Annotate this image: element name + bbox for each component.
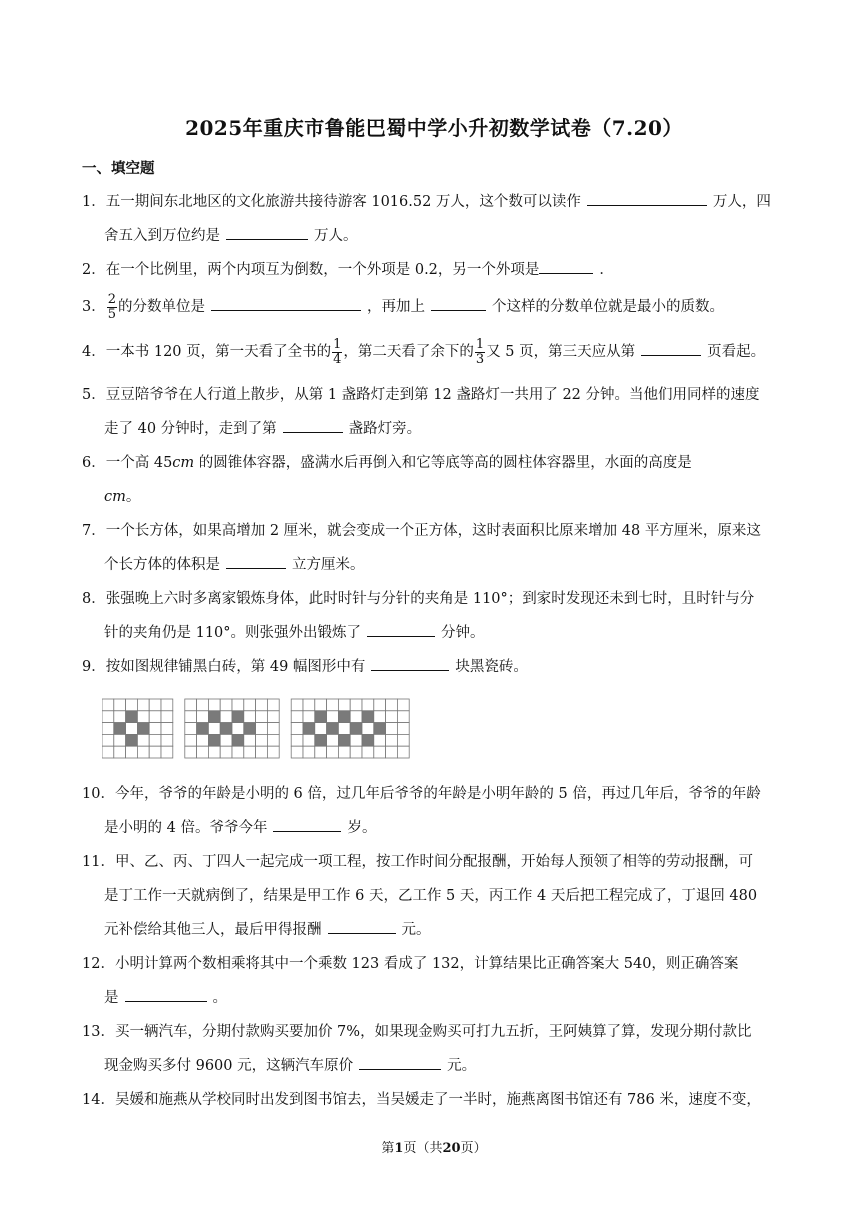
dark-tile (126, 711, 138, 723)
white-tile (327, 699, 339, 711)
white-tile (208, 723, 220, 735)
tile-figure-3 (291, 699, 409, 758)
white-tile (220, 746, 232, 758)
white-tile (315, 746, 327, 758)
white-tile (350, 711, 362, 723)
answer-blank[interactable] (371, 669, 449, 671)
answer-blank[interactable] (211, 309, 361, 311)
question-7: 7．一个长方体，如果高增加 2 厘米，就会变成一个正方体，这时表面积比原来增加 48 平方厘米，原来这 个长方体的体积是 立方厘米。 (82, 523, 761, 573)
question-1: 1．五一期间东北地区的文化旅游共接待游客 1016.52 万人，这个数可以读作 万人，四 舍五入到万位约是 万人。 (82, 194, 771, 244)
white-tile (374, 734, 386, 746)
white-tile (267, 734, 279, 746)
answer-blank[interactable] (226, 567, 286, 569)
white-tile (267, 699, 279, 711)
white-tile (137, 699, 149, 711)
white-tile (374, 699, 386, 711)
question-3: 3． $\frac{2}{5}$ 的分数单位是 ，再加上 个这样的分数单位就是最小的质数。 (82, 291, 725, 322)
question-8: 8．张强晚上六时多离家锻炼身体，此时时针与分针的夹角是 110°；到家时发现还未到七时，且时针与分 针的夹角仍是 110°。则张强外出锻炼了 分钟。 (82, 591, 755, 641)
white-tile (197, 699, 209, 711)
white-tile (338, 699, 350, 711)
dark-tile (232, 734, 244, 746)
white-tile (126, 699, 138, 711)
white-tile (114, 734, 126, 746)
white-tile (137, 734, 149, 746)
white-tile (386, 734, 398, 746)
dark-tile (232, 711, 244, 723)
white-tile (161, 746, 173, 758)
white-tile (362, 699, 374, 711)
white-tile (327, 711, 339, 723)
dark-tile (220, 723, 232, 735)
white-tile (244, 699, 256, 711)
white-tile (256, 746, 268, 758)
white-tile (114, 746, 126, 758)
tile-figure-2 (185, 699, 279, 758)
question-12: 12．小明计算两个数相乘将其中一个乘数 123 看成了 132，计算结果比正确答案大 540，则正确答案 是 。 (82, 956, 739, 1006)
dark-tile (303, 723, 315, 735)
answer-blank[interactable] (273, 830, 341, 832)
white-tile (185, 723, 197, 735)
white-tile (267, 746, 279, 758)
answer-blank[interactable] (367, 635, 435, 637)
white-tile (303, 746, 315, 758)
white-tile (362, 723, 374, 735)
white-tile (303, 734, 315, 746)
answer-blank[interactable] (641, 354, 701, 356)
fraction: $\frac{1}{3}$ (475, 336, 485, 367)
white-tile (386, 711, 398, 723)
white-tile (327, 746, 339, 758)
dark-tile (197, 723, 209, 735)
white-tile (291, 734, 303, 746)
white-tile (102, 723, 114, 735)
white-tile (220, 734, 232, 746)
dark-tile (126, 734, 138, 746)
white-tile (291, 711, 303, 723)
white-tile (386, 699, 398, 711)
answer-blank[interactable] (359, 1068, 441, 1070)
white-tile (208, 746, 220, 758)
tile-figure-1 (102, 699, 173, 758)
white-tile (362, 746, 374, 758)
white-tile (291, 746, 303, 758)
white-tile (303, 711, 315, 723)
white-tile (102, 734, 114, 746)
white-tile (397, 723, 409, 735)
white-tile (149, 699, 161, 711)
white-tile (137, 746, 149, 758)
white-tile (161, 711, 173, 723)
tile-pattern-svg (102, 695, 412, 761)
tile-pattern-figure (102, 695, 412, 761)
white-tile (232, 699, 244, 711)
question-4: 4．一本书 120 页，第一天看了全书的 $\frac{1}{4}$ ，第二天看了余下的 $\frac{1}{3}$ 又 5 页，第三天应从第 页看起。 (82, 336, 766, 367)
answer-blank[interactable] (539, 272, 593, 274)
white-tile (338, 723, 350, 735)
dark-tile (327, 723, 339, 735)
dark-tile (350, 723, 362, 735)
white-tile (232, 746, 244, 758)
white-tile (386, 746, 398, 758)
white-tile (303, 699, 315, 711)
answer-blank[interactable] (283, 431, 343, 433)
white-tile (185, 699, 197, 711)
white-tile (126, 746, 138, 758)
dark-tile (208, 734, 220, 746)
section-heading: 一、填空题 (82, 160, 155, 177)
answer-blank[interactable] (328, 932, 396, 934)
white-tile (267, 711, 279, 723)
answer-blank[interactable] (226, 238, 308, 240)
dark-tile (338, 734, 350, 746)
dark-tile (338, 711, 350, 723)
dark-tile (114, 723, 126, 735)
white-tile (386, 723, 398, 735)
question-2: 2．在一个比例里，两个内项互为倒数，一个外项是 0.2，另一个外项是 ． (82, 262, 614, 278)
answer-blank[interactable] (125, 1000, 207, 1002)
current-page: 1 (394, 1141, 404, 1156)
question-13: 13．买一辆汽车，分期付款购买要加价 7%，如果现金购买可打九五折，王阿姨算了算，发现分期付款比 现金购买多付 9600 元，这辆汽车原价 元。 (82, 1024, 752, 1074)
question-10: 10．今年，爷爷的年龄是小明的 6 倍，过几年后爷爷的年龄是小明年龄的 5 倍，再过几年后，爷爷的年龄 是小明的 4 倍。爷爷今年 岁。 (82, 786, 761, 836)
white-tile (244, 711, 256, 723)
page-title: 2025年重庆市鲁能巴蜀中学小升初数学试卷（7.20） (185, 116, 683, 140)
white-tile (102, 711, 114, 723)
dark-tile (315, 734, 327, 746)
white-tile (244, 746, 256, 758)
white-tile (197, 746, 209, 758)
white-tile (185, 734, 197, 746)
white-tile (338, 746, 350, 758)
dark-tile (137, 723, 149, 735)
fraction: $\frac{1}{4}$ (333, 336, 342, 367)
white-tile (102, 699, 114, 711)
white-tile (161, 699, 173, 711)
white-tile (220, 699, 232, 711)
white-tile (374, 711, 386, 723)
white-tile (137, 711, 149, 723)
white-tile (161, 723, 173, 735)
white-tile (315, 699, 327, 711)
dark-tile (374, 723, 386, 735)
white-tile (149, 734, 161, 746)
question-14: 14．吴媛和施燕从学校同时出发到图书馆去，当吴媛走了一半时，施燕离图书馆还有 786 米，速度不变， (82, 1092, 761, 1108)
white-tile (256, 699, 268, 711)
white-tile (374, 746, 386, 758)
white-tile (185, 746, 197, 758)
white-tile (256, 711, 268, 723)
white-tile (114, 711, 126, 723)
white-tile (397, 711, 409, 723)
question-11: 11．甲、乙、丙、丁四人一起完成一项工程，按工作时间分配报酬，开始每人预领了相等的劳动报酬，可 是丁工作一天就病倒了，结果是甲工作 6 天，乙工作 5 天，丙工作 4 天后把工程完成了，丁退回 480 元补偿给其他三人，最后甲得报酬 元。 (82, 854, 758, 938)
white-tile (256, 734, 268, 746)
white-tile (161, 734, 173, 746)
answer-blank[interactable] (431, 309, 486, 311)
white-tile (291, 699, 303, 711)
total-pages: 20 (442, 1141, 461, 1156)
question-9: 9．按如图规律铺黑白砖，第 49 幅图形中有 块黑瓷砖。 (82, 659, 528, 675)
answer-blank[interactable] (587, 204, 707, 206)
white-tile (114, 699, 126, 711)
white-tile (102, 746, 114, 758)
white-tile (185, 711, 197, 723)
white-tile (197, 711, 209, 723)
white-tile (327, 734, 339, 746)
white-tile (126, 723, 138, 735)
question-5: 5．豆豆陪爷爷在人行道上散步，从第 1 盏路灯走到第 12 盏路灯一共用了 22 分钟。当他们用同样的速度 走了 40 分钟时，走到了第 盏路灯旁。 (82, 387, 760, 437)
white-tile (208, 699, 220, 711)
white-tile (220, 711, 232, 723)
dark-tile (362, 734, 374, 746)
dark-tile (362, 711, 374, 723)
white-tile (397, 734, 409, 746)
dark-tile (244, 723, 256, 735)
white-tile (350, 699, 362, 711)
white-tile (291, 723, 303, 735)
white-tile (149, 723, 161, 735)
page-footer: 第1页（共20页） (381, 1141, 487, 1156)
white-tile (197, 734, 209, 746)
white-tile (397, 746, 409, 758)
dark-tile (208, 711, 220, 723)
white-tile (149, 746, 161, 758)
white-tile (149, 711, 161, 723)
white-tile (244, 734, 256, 746)
white-tile (315, 723, 327, 735)
fraction: $\frac{2}{5}$ (107, 291, 117, 322)
white-tile (256, 723, 268, 735)
white-tile (267, 723, 279, 735)
white-tile (350, 746, 362, 758)
white-tile (397, 699, 409, 711)
white-tile (350, 734, 362, 746)
dark-tile (315, 711, 327, 723)
white-tile (232, 723, 244, 735)
question-6: 6．一个高 45cm 的圆锥体容器，盛满水后再倒入和它等底等高的圆柱体容器里，水面的高度是 cm。 (82, 455, 692, 505)
